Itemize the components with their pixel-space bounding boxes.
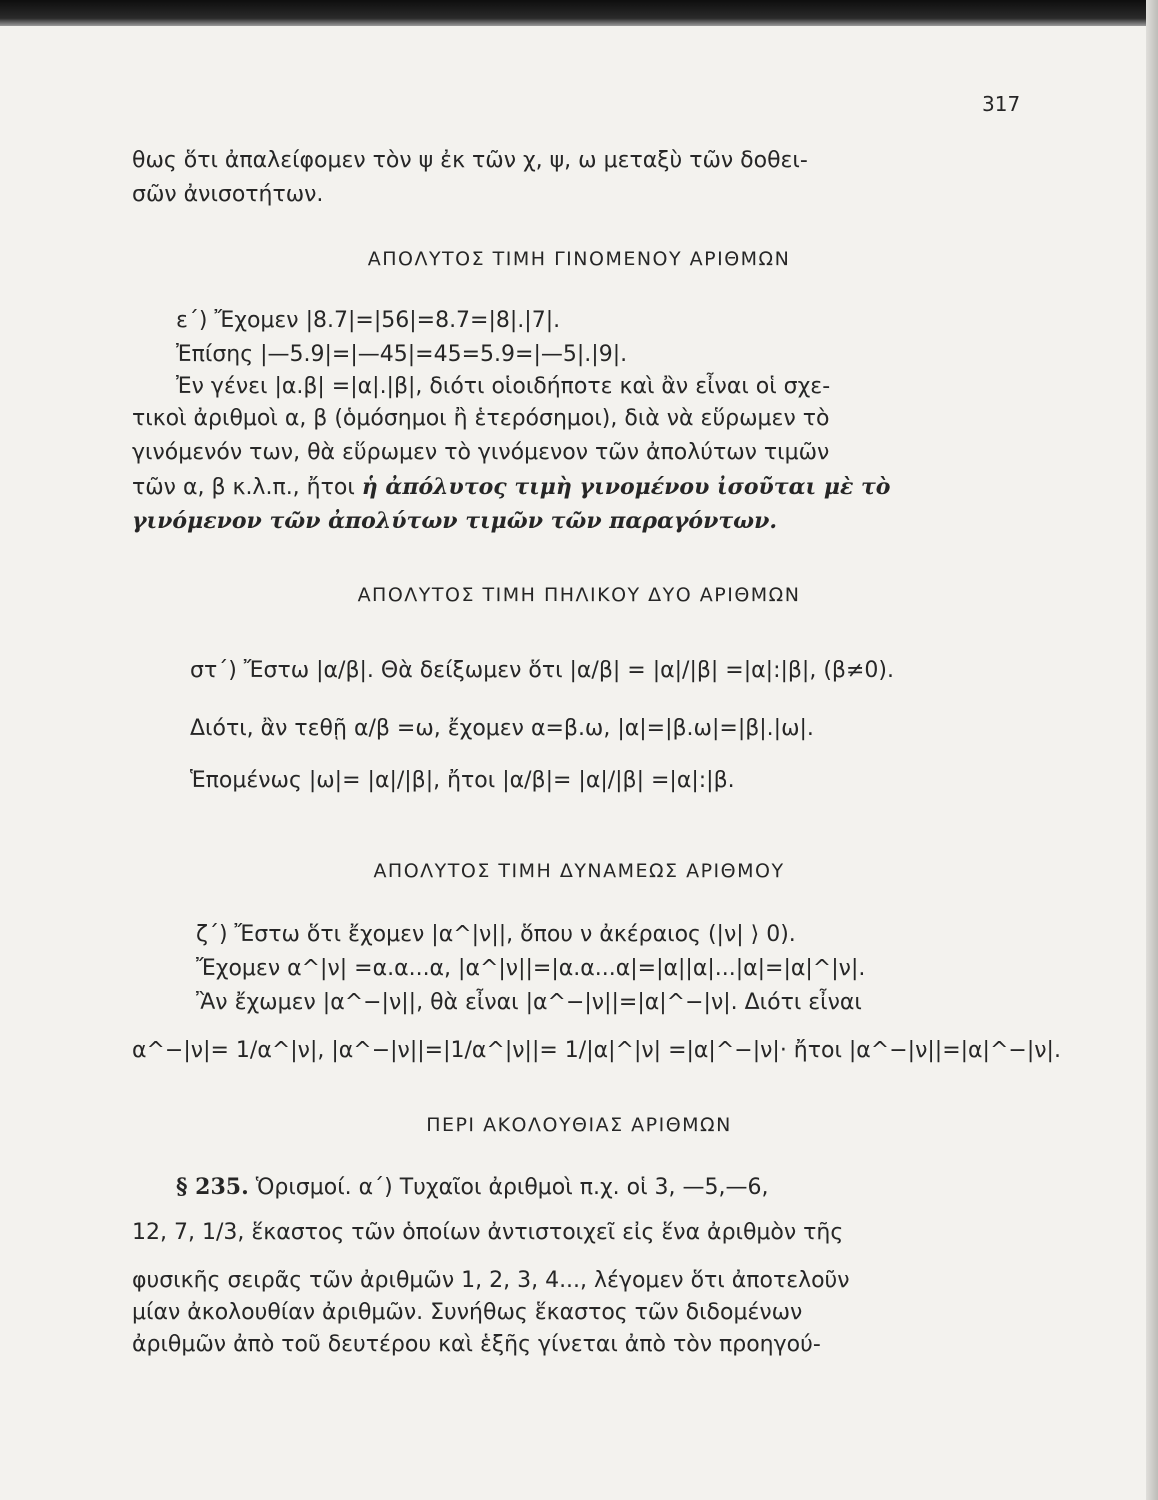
product-line-3: Ἐν γένει |α.β| =|α|.|β|, διότι οἱοιδήποτε καὶ ἂν εἶναι οἱ σχε- [176, 374, 831, 399]
product-line-6 [132, 472, 890, 503]
product-line-2: Ἐπίσης |—5.9|=|—45|=45=5.9=|—5|.|9|. [176, 342, 628, 367]
sequence-line-5: ἀριθμῶν ἀπὸ τοῦ δευτέρου καὶ ἑξῆς γίνεται ἀπὸ τὸν προηγού- [132, 1332, 821, 1357]
section-number: § 235. [176, 1174, 249, 1200]
page-number: 317 [982, 92, 1021, 116]
sequence-line-1 [176, 1172, 769, 1203]
sequence-line-4: μίαν ἀκολουθίαν ἀριθμῶν. Συνήθως ἕκαστος τῶν διδομένων [132, 1300, 803, 1325]
power-line-3: Ἂν ἔχωμεν |α^−|ν||, θὰ εἶναι |α^−|ν||=|α|^−|ν|. Διότι εἶναι [196, 990, 862, 1015]
product-rule-emphasis-1: ἡ ἀπόλυτος τιμὴ γινομένου ἰσοῦται μὲ τὸ [361, 474, 891, 500]
heading-product: ΑΠΟΛΥΤΟΣ ΤΙΜΗ ΓΙΝΟΜΕΝΟΥ ΑΡΙΘΜΩΝ [367, 248, 791, 270]
quotient-line-1: στ΄) Ἔστω |α/β|. Θὰ δείξωμεν ὅτι |α/β| = |α|/|β| =|α|:|β|, (β≠0). [190, 658, 894, 683]
intro-line-2: σῶν ἀνισοτήτων. [132, 182, 324, 207]
intro-line-1: θως ὅτι ἀπαλείφομεν τὸν ψ ἐκ τῶν χ, ψ, ω μεταξὺ τῶν δοθει- [132, 148, 808, 173]
scan-right-edge [1146, 0, 1158, 1500]
product-line-6-plain: τῶν α, β κ.λ.π., ἤτοι [132, 475, 362, 500]
heading-power: ΑΠΟΛΥΤΟΣ ΤΙΜΗ ΔΥΝΑΜΕΩΣ ΑΡΙΘΜΟΥ [373, 860, 785, 882]
heading-quotient: ΑΠΟΛΥΤΟΣ ΤΙΜΗ ΠΗΛΙΚΟΥ ΔΥΟ ΑΡΙΘΜΩΝ [357, 584, 801, 606]
quotient-line-2: Διότι, ἂν τεθῇ α/β =ω, ἔχομεν α=β.ω, |α|=|β.ω|=|β|.|ω|. [190, 716, 814, 741]
definitions-intro: Ὁρισμοί. α΄) Τυχαῖοι ἀριθμοὶ π.χ. οἱ 3, —5,—6, [248, 1175, 769, 1200]
quotient-line-3: Ἑπομένως |ω|= |α|/|β|, ἤτοι |α/β|= |α|/|β| =|α|:|β. [190, 768, 735, 793]
power-line-2: Ἔχομεν α^|ν| =α.α...α, |α^|ν||=|α.α...α|=|α||α|...|α|=|α|^|ν|. [196, 956, 866, 981]
heading-sequence: ΠΕΡΙ ΑΚΟΛΟΥΘΙΑΣ ΑΡΙΘΜΩΝ [426, 1114, 732, 1136]
sequence-line-3: φυσικῆς σειρᾶς τῶν ἀριθμῶν 1, 2, 3, 4..., λέγομεν ὅτι ἀποτελοῦν [132, 1268, 850, 1293]
power-line-4: α^−|ν|= 1/α^|ν|, |α^−|ν||=|1/α^|ν||= 1/|α|^|ν| =|α|^−|ν|· ἤτοι |α^−|ν||=|α|^−|ν|. [132, 1038, 1061, 1063]
product-rule-emphasis-2: γινόμενον τῶν ἀπολύτων τιμῶν τῶν παραγόντων. [132, 508, 778, 534]
product-line-5: γινόμενόν των, θὰ εὕρωμεν τὸ γινόμενον τῶν ἀπολύτων τιμῶν [132, 440, 830, 465]
sequence-line-2: 12, 7, 1/3, ἕκαστος τῶν ὁποίων ἀντιστοιχεῖ εἰς ἕνα ἀριθμὸν τῆς [132, 1220, 844, 1245]
product-line-4: τικοὶ ἀριθμοὶ α, β (ὁμόσημοι ἢ ἑτερόσημοι), διὰ νὰ εὕρωμεν τὸ [132, 406, 830, 431]
product-line-1: ε΄) Ἔχομεν |8.7|=|56|=8.7=|8|.|7|. [176, 308, 561, 333]
scan-top-border [0, 0, 1158, 26]
power-line-1: ζ΄) Ἔστω ὅτι ἔχομεν |α^|ν||, ὅπου ν ἀκέραιος (|ν| ⟩ 0). [196, 922, 796, 947]
